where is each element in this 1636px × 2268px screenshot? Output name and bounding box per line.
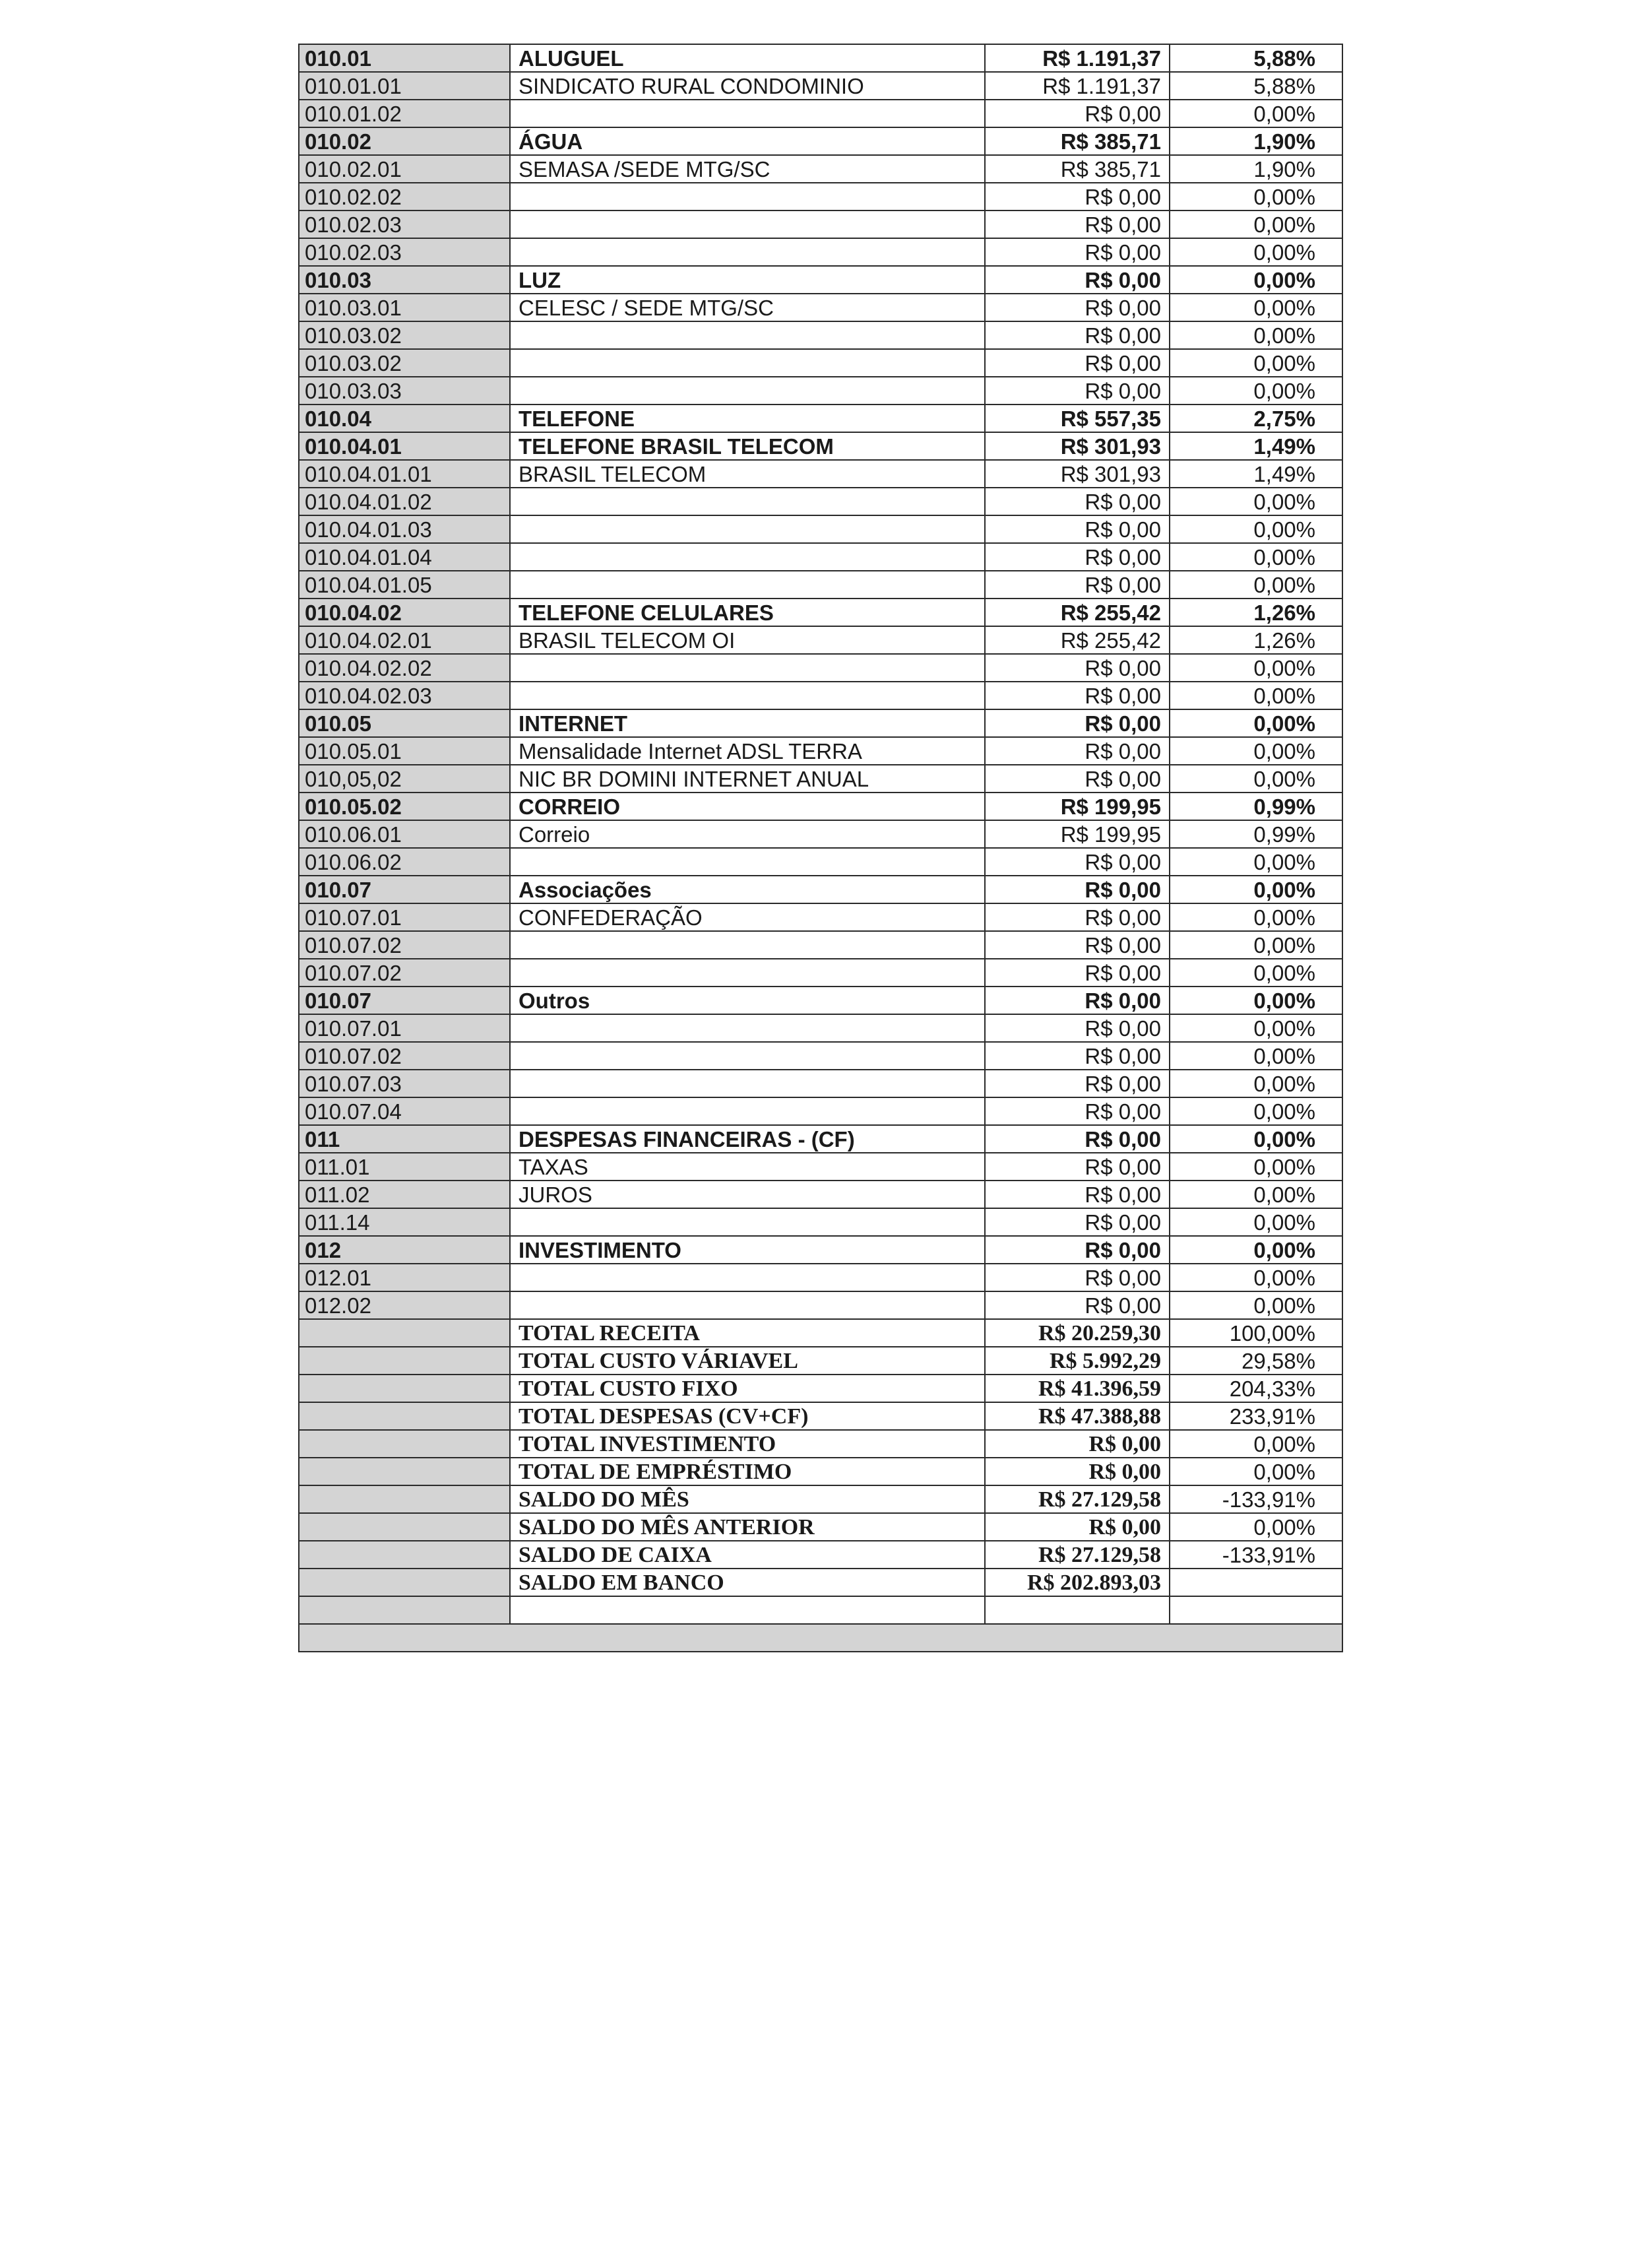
account-code: 010.03.02 [299, 321, 510, 349]
amount-value: R$ 255,42 [985, 626, 1170, 654]
percentage-value: 233,91% [1170, 1402, 1342, 1430]
percentage-value: 0,00% [1170, 1430, 1342, 1458]
table-row [299, 1375, 1342, 1402]
amount-value: R$ 0,00 [985, 654, 1170, 682]
account-description: TOTAL DE EMPRÉSTIMO [510, 1458, 985, 1485]
amount-value: R$ 0,00 [985, 709, 1170, 737]
account-code [299, 1430, 510, 1458]
account-description: TOTAL INVESTIMENTO [510, 1430, 985, 1458]
amount-value: R$ 0,00 [985, 349, 1170, 377]
table-row [299, 571, 1342, 599]
percentage-value: 0,00% [1170, 377, 1342, 405]
account-code: 010.02.02 [299, 183, 510, 211]
table-row [299, 599, 1342, 626]
amount-value: R$ 385,71 [985, 127, 1170, 155]
table-row [299, 876, 1342, 903]
percentage-value: 204,33% [1170, 1375, 1342, 1402]
account-description: TAXAS [510, 1153, 985, 1181]
account-code: 010.07.02 [299, 931, 510, 959]
account-description: TELEFONE [510, 405, 985, 432]
account-code: 010.04 [299, 405, 510, 432]
amount-value: R$ 202.893,03 [985, 1569, 1170, 1596]
amount-value: R$ 0,00 [985, 931, 1170, 959]
amount-value: R$ 0,00 [985, 1208, 1170, 1236]
table-row [299, 1319, 1342, 1347]
account-description: INTERNET [510, 709, 985, 737]
amount-value: R$ 1.191,37 [985, 72, 1170, 100]
account-code: 011.14 [299, 1208, 510, 1236]
percentage-value: 5,88% [1170, 44, 1342, 72]
amount-value: R$ 0,00 [985, 100, 1170, 127]
amount-value: R$ 5.992,29 [985, 1347, 1170, 1375]
table-row [299, 1097, 1342, 1125]
account-description [510, 1291, 985, 1319]
account-code: 010.07 [299, 987, 510, 1014]
amount-value [985, 1596, 1170, 1624]
amount-value: R$ 0,00 [985, 903, 1170, 931]
table-row [299, 682, 1342, 709]
percentage-value: 1,49% [1170, 432, 1342, 460]
account-description: BRASIL TELECOM OI [510, 626, 985, 654]
expense-table-body [299, 44, 1342, 1624]
account-code: 010.04.01.02 [299, 488, 510, 515]
amount-value: R$ 301,93 [985, 460, 1170, 488]
percentage-value: 0,00% [1170, 1181, 1342, 1208]
table-row [299, 543, 1342, 571]
amount-value: R$ 0,00 [985, 543, 1170, 571]
percentage-value: 1,90% [1170, 155, 1342, 183]
amount-value: R$ 27.129,58 [985, 1485, 1170, 1513]
percentage-value: 0,00% [1170, 1458, 1342, 1485]
table-row [299, 1070, 1342, 1097]
percentage-value: 0,00% [1170, 682, 1342, 709]
table-row [299, 183, 1342, 211]
table-row [299, 211, 1342, 238]
amount-value: R$ 0,00 [985, 1236, 1170, 1264]
table-row [299, 1430, 1342, 1458]
percentage-value: 0,00% [1170, 515, 1342, 543]
account-code: 010,05,02 [299, 765, 510, 793]
amount-value: R$ 301,93 [985, 432, 1170, 460]
account-code: 011.02 [299, 1181, 510, 1208]
percentage-value: 0,00% [1170, 294, 1342, 321]
amount-value: R$ 1.191,37 [985, 44, 1170, 72]
table-row [299, 737, 1342, 765]
account-code: 010.05 [299, 709, 510, 737]
account-description: TOTAL CUSTO FIXO [510, 1375, 985, 1402]
percentage-value: 0,00% [1170, 238, 1342, 266]
account-code: 010.04.02.02 [299, 654, 510, 682]
percentage-value: 0,00% [1170, 211, 1342, 238]
percentage-value [1170, 1596, 1342, 1624]
account-description [510, 1014, 985, 1042]
amount-value: R$ 0,00 [985, 1513, 1170, 1541]
account-code [299, 1402, 510, 1430]
amount-value: R$ 41.396,59 [985, 1375, 1170, 1402]
amount-value: R$ 0,00 [985, 987, 1170, 1014]
amount-value: R$ 385,71 [985, 155, 1170, 183]
amount-value: R$ 0,00 [985, 765, 1170, 793]
account-description [510, 1596, 985, 1624]
account-description: TOTAL CUSTO VÁRIAVEL [510, 1347, 985, 1375]
account-code: 010.07.04 [299, 1097, 510, 1125]
table-row [299, 1181, 1342, 1208]
account-description [510, 377, 985, 405]
account-code: 010.07.02 [299, 1042, 510, 1070]
account-description [510, 848, 985, 876]
account-code: 010.04.01.05 [299, 571, 510, 599]
account-code [299, 1485, 510, 1513]
percentage-value: 0,00% [1170, 100, 1342, 127]
amount-value: R$ 0,00 [985, 1097, 1170, 1125]
amount-value: R$ 0,00 [985, 294, 1170, 321]
table-row [299, 848, 1342, 876]
account-description: CORREIO [510, 793, 985, 820]
account-code [299, 1541, 510, 1569]
amount-value: R$ 255,42 [985, 599, 1170, 626]
percentage-value: 29,58% [1170, 1347, 1342, 1375]
account-description: TELEFONE CELULARES [510, 599, 985, 626]
account-description: ALUGUEL [510, 44, 985, 72]
percentage-value [1170, 1569, 1342, 1596]
amount-value: R$ 0,00 [985, 266, 1170, 294]
account-code: 010.04.01.03 [299, 515, 510, 543]
percentage-value: 0,00% [1170, 1070, 1342, 1097]
account-code: 010.07.03 [299, 1070, 510, 1097]
amount-value: R$ 0,00 [985, 1042, 1170, 1070]
percentage-value: 0,00% [1170, 765, 1342, 793]
amount-value: R$ 0,00 [985, 211, 1170, 238]
percentage-value: 1,26% [1170, 626, 1342, 654]
percentage-value: 0,00% [1170, 931, 1342, 959]
account-description: SALDO DO MÊS ANTERIOR [510, 1513, 985, 1541]
account-description [510, 211, 985, 238]
account-description [510, 349, 985, 377]
table-row [299, 626, 1342, 654]
percentage-value: 0,00% [1170, 737, 1342, 765]
table-row [299, 1125, 1342, 1153]
account-description: INVESTIMENTO [510, 1236, 985, 1264]
table-footer-cell [299, 1624, 1342, 1652]
account-description: TOTAL RECEITA [510, 1319, 985, 1347]
percentage-value: 0,00% [1170, 654, 1342, 682]
account-description [510, 1097, 985, 1125]
percentage-value: 1,49% [1170, 460, 1342, 488]
amount-value: R$ 0,00 [985, 183, 1170, 211]
account-code: 010.01 [299, 44, 510, 72]
table-row [299, 1596, 1342, 1624]
account-description: JUROS [510, 1181, 985, 1208]
account-code [299, 1569, 510, 1596]
account-description [510, 183, 985, 211]
table-row [299, 1236, 1342, 1264]
table-row [299, 44, 1342, 72]
table-row [299, 1541, 1342, 1569]
table-row [299, 709, 1342, 737]
account-description: Mensalidade Internet ADSL TERRA [510, 737, 985, 765]
table-row [299, 238, 1342, 266]
percentage-value: 0,99% [1170, 793, 1342, 820]
percentage-value: 0,00% [1170, 1014, 1342, 1042]
amount-value: R$ 0,00 [985, 377, 1170, 405]
account-description: CONFEDERAÇÃO [510, 903, 985, 931]
amount-value: R$ 0,00 [985, 1458, 1170, 1485]
percentage-value: 0,00% [1170, 543, 1342, 571]
percentage-value: 0,00% [1170, 1291, 1342, 1319]
table-row [299, 1485, 1342, 1513]
table-row [299, 1513, 1342, 1541]
amount-value: R$ 557,35 [985, 405, 1170, 432]
table-row [299, 1014, 1342, 1042]
account-code [299, 1513, 510, 1541]
account-description [510, 543, 985, 571]
percentage-value: 0,99% [1170, 820, 1342, 848]
percentage-value: 0,00% [1170, 266, 1342, 294]
account-description [510, 238, 985, 266]
account-code: 010.03 [299, 266, 510, 294]
table-row [299, 100, 1342, 127]
account-description: TOTAL DESPESAS (CV+CF) [510, 1402, 985, 1430]
table-row [299, 1569, 1342, 1596]
account-code: 010.02 [299, 127, 510, 155]
percentage-value: 0,00% [1170, 1153, 1342, 1181]
account-code: 010.06.01 [299, 820, 510, 848]
table-row [299, 432, 1342, 460]
percentage-value: 0,00% [1170, 349, 1342, 377]
table-row [299, 793, 1342, 820]
account-description [510, 1208, 985, 1236]
account-description: CELESC / SEDE MTG/SC [510, 294, 985, 321]
account-description: SALDO EM BANCO [510, 1569, 985, 1596]
amount-value: R$ 0,00 [985, 1264, 1170, 1291]
table-row [299, 1402, 1342, 1430]
percentage-value: 0,00% [1170, 1264, 1342, 1291]
table-row [299, 1208, 1342, 1236]
account-code: 010.07.01 [299, 1014, 510, 1042]
table-row [299, 765, 1342, 793]
percentage-value: 1,90% [1170, 127, 1342, 155]
account-description: LUZ [510, 266, 985, 294]
account-code: 010.07 [299, 876, 510, 903]
amount-value: R$ 0,00 [985, 488, 1170, 515]
amount-value: R$ 199,95 [985, 820, 1170, 848]
table-row [299, 1291, 1342, 1319]
percentage-value: 0,00% [1170, 1208, 1342, 1236]
account-code: 010.04.02.03 [299, 682, 510, 709]
table-row [299, 377, 1342, 405]
percentage-value: 0,00% [1170, 848, 1342, 876]
account-description: SEMASA /SEDE MTG/SC [510, 155, 985, 183]
amount-value: R$ 0,00 [985, 238, 1170, 266]
table-row [299, 127, 1342, 155]
amount-value: R$ 0,00 [985, 1014, 1170, 1042]
account-code: 012 [299, 1236, 510, 1264]
amount-value: R$ 0,00 [985, 682, 1170, 709]
percentage-value: 0,00% [1170, 1042, 1342, 1070]
table-row [299, 515, 1342, 543]
account-description [510, 515, 985, 543]
account-description: NIC BR DOMINI INTERNET ANUAL [510, 765, 985, 793]
percentage-value: 100,00% [1170, 1319, 1342, 1347]
table-row [299, 405, 1342, 432]
account-code [299, 1375, 510, 1402]
account-description [510, 488, 985, 515]
account-description [510, 1264, 985, 1291]
amount-value: R$ 20.259,30 [985, 1319, 1170, 1347]
account-code: 010.03.03 [299, 377, 510, 405]
table-row [299, 349, 1342, 377]
account-description [510, 1070, 985, 1097]
account-code: 010.02.01 [299, 155, 510, 183]
account-code [299, 1347, 510, 1375]
amount-value: R$ 0,00 [985, 1153, 1170, 1181]
percentage-value: 0,00% [1170, 903, 1342, 931]
account-description [510, 682, 985, 709]
amount-value: R$ 0,00 [985, 876, 1170, 903]
account-description [510, 100, 985, 127]
table-row [299, 654, 1342, 682]
table-row [299, 820, 1342, 848]
account-code: 011.01 [299, 1153, 510, 1181]
amount-value: R$ 0,00 [985, 1125, 1170, 1153]
table-row [299, 1042, 1342, 1070]
percentage-value: 5,88% [1170, 72, 1342, 100]
account-code [299, 1319, 510, 1347]
account-description: SALDO DE CAIXA [510, 1541, 985, 1569]
amount-value: R$ 0,00 [985, 1430, 1170, 1458]
table-row [299, 294, 1342, 321]
account-description: SINDICATO RURAL CONDOMINIO [510, 72, 985, 100]
account-description [510, 654, 985, 682]
percentage-value: 0,00% [1170, 1097, 1342, 1125]
amount-value: R$ 199,95 [985, 793, 1170, 820]
account-code: 010.07.01 [299, 903, 510, 931]
account-code: 010.03.02 [299, 349, 510, 377]
account-description: Outros [510, 987, 985, 1014]
table-row [299, 903, 1342, 931]
percentage-value: 0,00% [1170, 1236, 1342, 1264]
account-description [510, 321, 985, 349]
amount-value: R$ 0,00 [985, 321, 1170, 349]
table-row [299, 155, 1342, 183]
table-row [299, 460, 1342, 488]
percentage-value: 0,00% [1170, 488, 1342, 515]
account-code: 010.01.02 [299, 100, 510, 127]
account-description: ÁGUA [510, 127, 985, 155]
amount-value: R$ 0,00 [985, 1181, 1170, 1208]
account-code: 010.04.01.04 [299, 543, 510, 571]
account-description: SALDO DO MÊS [510, 1485, 985, 1513]
account-code: 010.04.01 [299, 432, 510, 460]
amount-value: R$ 0,00 [985, 1291, 1170, 1319]
percentage-value: 0,00% [1170, 987, 1342, 1014]
account-code: 010.07.02 [299, 959, 510, 987]
account-code: 010.01.01 [299, 72, 510, 100]
percentage-value: 0,00% [1170, 1513, 1342, 1541]
account-description: DESPESAS FINANCEIRAS - (CF) [510, 1125, 985, 1153]
percentage-value: -133,91% [1170, 1485, 1342, 1513]
percentage-value: 0,00% [1170, 183, 1342, 211]
table-row [299, 488, 1342, 515]
table-row [299, 321, 1342, 349]
percentage-value: 1,26% [1170, 599, 1342, 626]
amount-value: R$ 27.129,58 [985, 1541, 1170, 1569]
amount-value: R$ 0,00 [985, 848, 1170, 876]
percentage-value: 0,00% [1170, 321, 1342, 349]
account-description: BRASIL TELECOM [510, 460, 985, 488]
account-code: 010.04.02.01 [299, 626, 510, 654]
account-code: 010.05.02 [299, 793, 510, 820]
account-code: 010.04.02 [299, 599, 510, 626]
amount-value: R$ 0,00 [985, 737, 1170, 765]
expense-table [298, 44, 1343, 1652]
amount-value: R$ 0,00 [985, 1070, 1170, 1097]
percentage-value: 0,00% [1170, 709, 1342, 737]
account-code: 010.02.03 [299, 238, 510, 266]
account-code: 010.03.01 [299, 294, 510, 321]
account-code [299, 1596, 510, 1624]
percentage-value: 0,00% [1170, 1125, 1342, 1153]
account-code: 012.02 [299, 1291, 510, 1319]
account-description: TELEFONE BRASIL TELECOM [510, 432, 985, 460]
account-code: 010.06.02 [299, 848, 510, 876]
account-code: 010.02.03 [299, 211, 510, 238]
account-code: 012.01 [299, 1264, 510, 1291]
account-code: 010.05.01 [299, 737, 510, 765]
amount-value: R$ 0,00 [985, 515, 1170, 543]
account-description: Correio [510, 820, 985, 848]
percentage-value: 0,00% [1170, 876, 1342, 903]
table-footer-strip [299, 1624, 1342, 1652]
amount-value: R$ 0,00 [985, 959, 1170, 987]
amount-value: R$ 0,00 [985, 571, 1170, 599]
account-code [299, 1458, 510, 1485]
account-description [510, 959, 985, 987]
account-description [510, 1042, 985, 1070]
table-row [299, 1264, 1342, 1291]
account-code: 010.04.01.01 [299, 460, 510, 488]
amount-value: R$ 47.388,88 [985, 1402, 1170, 1430]
table-row [299, 931, 1342, 959]
account-description [510, 571, 985, 599]
percentage-value: -133,91% [1170, 1541, 1342, 1569]
percentage-value: 2,75% [1170, 405, 1342, 432]
table-row [299, 1347, 1342, 1375]
account-description [510, 931, 985, 959]
account-code: 011 [299, 1125, 510, 1153]
table-row [299, 959, 1342, 987]
table-row [299, 1458, 1342, 1485]
table-row [299, 266, 1342, 294]
table-row [299, 72, 1342, 100]
percentage-value: 0,00% [1170, 571, 1342, 599]
account-description: Associações [510, 876, 985, 903]
percentage-value: 0,00% [1170, 959, 1342, 987]
table-row [299, 1153, 1342, 1181]
table-row [299, 987, 1342, 1014]
